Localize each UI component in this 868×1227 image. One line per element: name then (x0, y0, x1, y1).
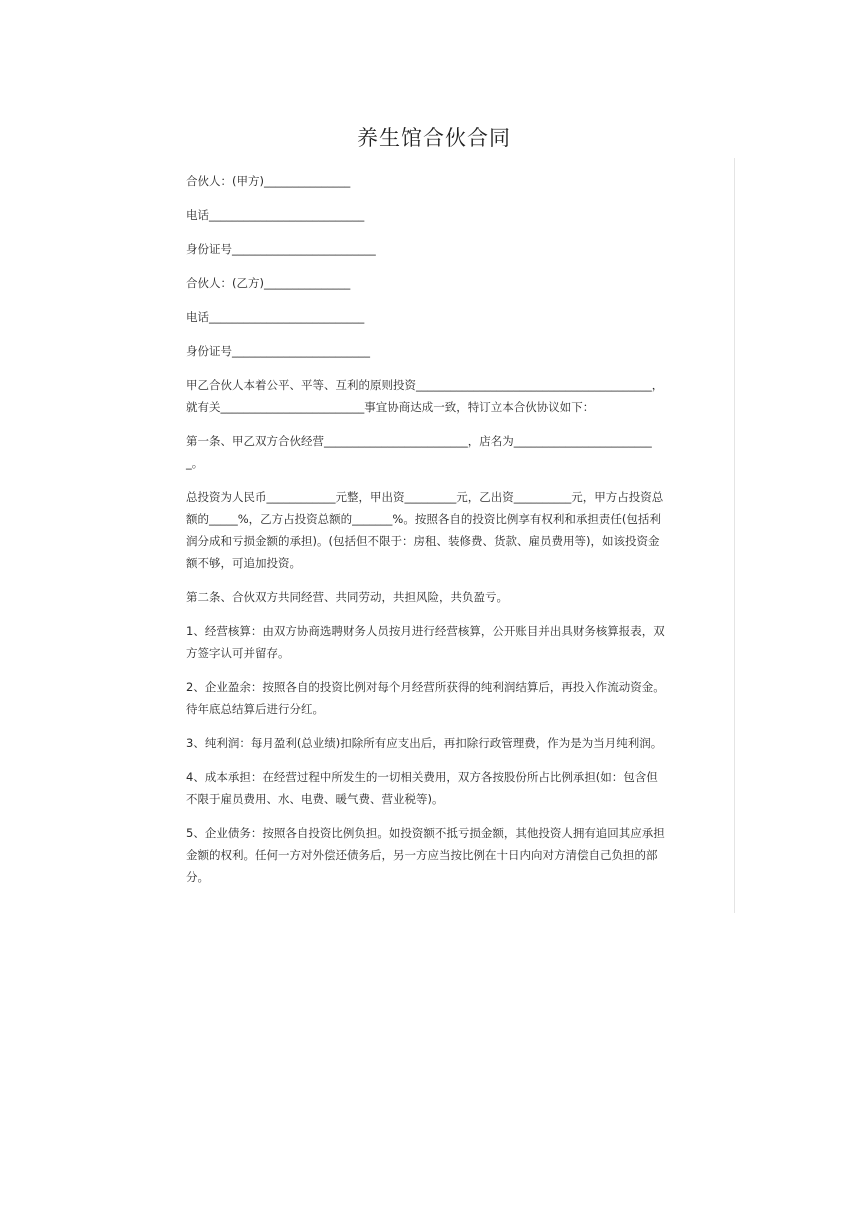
preamble-paragraph: 甲乙合伙人本着公平、平等、互利的原则投资_________________________________________，就有关_________________________事宜协商达成一致，特订立本合伙协议如下： (186, 378, 664, 414)
clause-surplus: 2、企业盈余：按照各自的投资比例对每个月经营所获得的纯利润结算后，再投入作流动资金。待年底总结算后进行分红。 (186, 680, 665, 716)
article-2-paragraph: 第二条、合伙双方共同经营、共同劳动，共担风险，共负盈亏。 (186, 590, 508, 604)
document-body (186, 170, 668, 900)
clause-accounting: 1、经营核算：由双方协商选聘财务人员按月进行经营核算，公开账目并出具财务核算报表，双方签字认可并留存。 (186, 624, 665, 660)
partner-a-phone-line: 电话___________________________ (186, 208, 365, 222)
clause-net-profit: 3、纯利润：每月盈利(总业绩)扣除所有应支出后，再扣除行政管理费，作为是为当月纯利润。 (186, 736, 663, 750)
clause-debts: 5、企业债务：按照各自投资比例负担。如投资额不抵亏损金额，其他投资人拥有追回其应承担金额的权利。任何一方对外偿还债务后，另一方应当按比例在十日内向对方清偿自己负担的部分。 (186, 826, 665, 884)
partner-a-id-line: 身份证号_________________________ (186, 242, 376, 256)
page-edge-divider (734, 158, 735, 913)
clause-cost-bearing: 4、成本承担：在经营过程中所发生的一切相关费用，双方各按股份所占比例承担(如：包含但不限于雇员费用、水、电费、暖气费、营业税等)。 (186, 770, 658, 806)
investment-paragraph: 总投资为人民币____________元整，甲出资_________元，乙出资__________元，甲方占投资总额的_____%，乙方占投资总额的_______%。按照各自的投资比例享有权利和承担责任(包括利润分成和亏损金额的承担)。(包括但不限于：房租、装修费、货款、雇员费用等)，如该投资金额不够，可追加投资。 (186, 490, 664, 570)
partner-b-phone-line: 电话___________________________ (186, 310, 365, 324)
article-1-paragraph: 第一条、甲乙双方合伙经营_________________________，店名为_________________________。 (186, 434, 652, 470)
partner-a-line: 合伙人：(甲方)_______________ (186, 174, 351, 188)
partner-b-id-line: 身份证号________________________ (186, 344, 370, 358)
document-title: 养生馆合伙合同 (357, 126, 511, 150)
partner-b-line: 合伙人：(乙方)_______________ (186, 276, 351, 290)
